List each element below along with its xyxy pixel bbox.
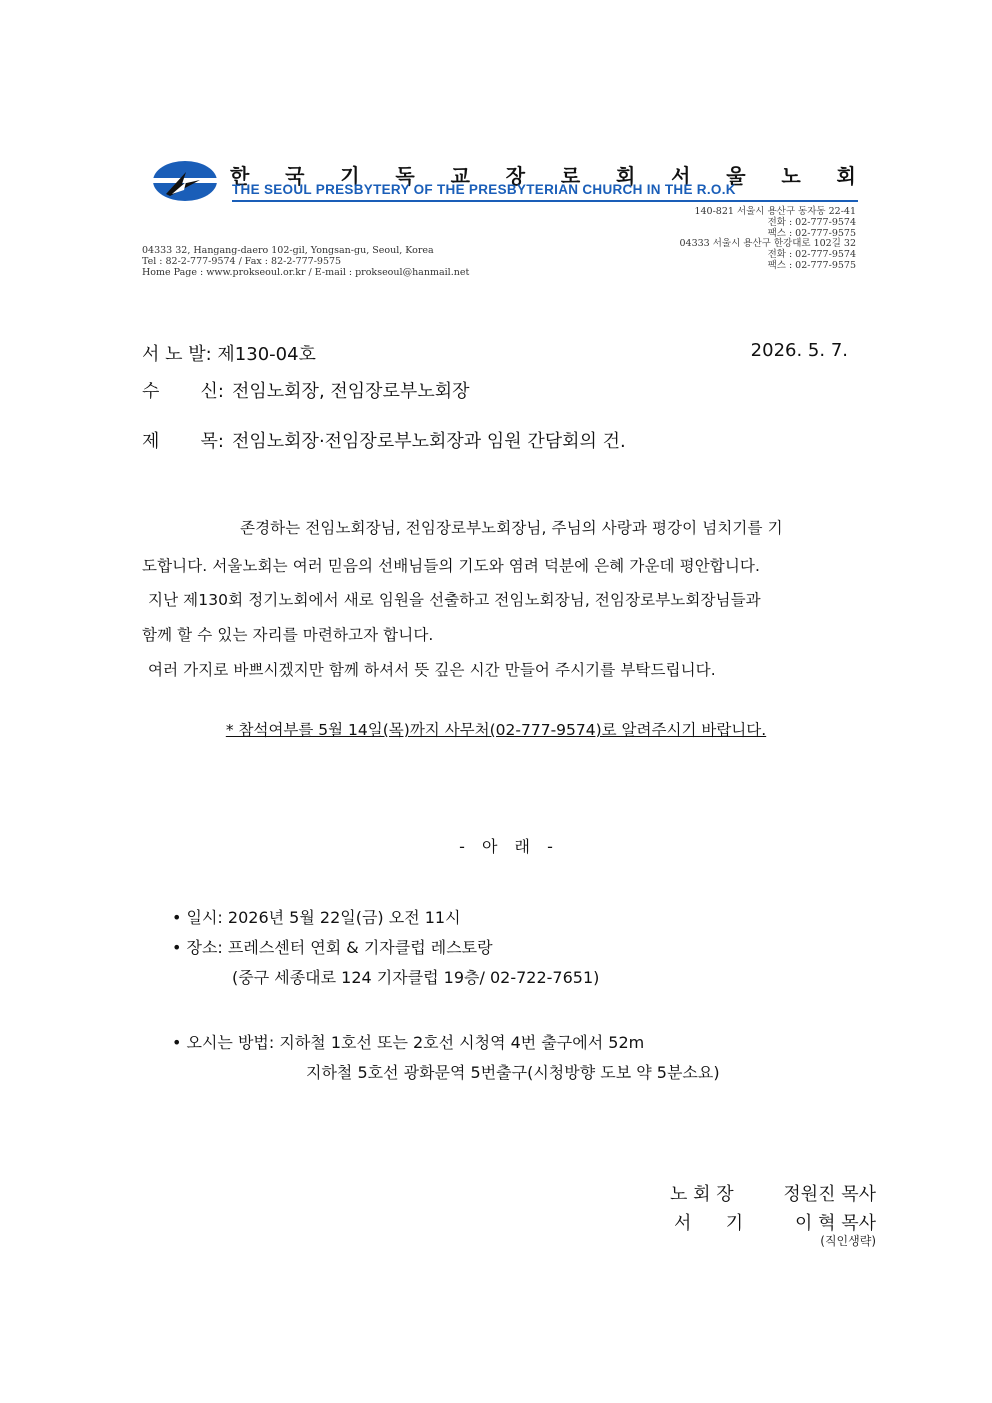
org-char: 기: [340, 164, 360, 188]
homepage-email-line: Home Page : www.prokseoul.or.kr / E-mail : prokseoul@hanmail.net: [142, 267, 470, 278]
address-block-new: [680, 238, 857, 271]
event-place-detail: (중구 세종대로 124 기자클럽 19층/ 02-722-7651): [232, 968, 600, 987]
english-address-block: [142, 245, 469, 278]
letterhead-rule: [232, 200, 858, 202]
organization-english-name: THE SEOUL PRESBYTERY OF THE PRESBYTERIAN CHURCH IN THE R.O.K: [232, 182, 736, 197]
directions-line: • 오시는 방법: 지하철 1호선 또는 2호선 시청역 4번 출구에서 52m: [172, 1033, 645, 1052]
signature-president: [670, 1180, 876, 1206]
signature-name: 이 혁 목사: [795, 1213, 876, 1234]
address-line: 04333 서울시 용산구 한강대로 102길 32: [679, 238, 856, 249]
org-char: 회: [836, 164, 856, 188]
subject-label-part: 제: [142, 431, 160, 452]
signature-title: 노 회 장: [670, 1184, 734, 1205]
fax-line: 팩스 : 02-777-9575: [767, 228, 856, 239]
body-line: 함께 할 수 있는 자리를 마련하고자 합니다.: [142, 626, 434, 644]
recipient-label-part: 신:: [200, 381, 224, 402]
document-date: 2026. 5. 7.: [750, 340, 848, 361]
body-line: 지난 제130회 정기노회에서 새로 임원을 선출하고 전임노회장님, 전임장로부노회장님들과: [148, 591, 761, 609]
org-char: 한: [230, 164, 250, 188]
org-char: 회: [615, 164, 636, 188]
signature-title: 서 기: [674, 1213, 744, 1234]
org-char: 서: [671, 164, 691, 188]
subject-value: 전임노회장·전임장로부노회장과 임원 간담회의 건.: [232, 431, 626, 452]
event-place: • 장소: 프레스센터 연회 & 기자클럽 레스토랑: [172, 938, 493, 957]
tel-fax-line: Tel : 82-2-777-9574 / Fax : 82-2-777-9575: [142, 256, 342, 267]
phone-line: 전화 : 02-777-9574: [767, 249, 856, 260]
org-char: 독: [395, 164, 415, 188]
body-line: 여러 가지로 바쁘시겠지만 함께 하셔서 뜻 깊은 시간 만들어 주시기를 부탁드립니다.: [148, 661, 716, 679]
org-char: 울: [726, 164, 746, 188]
subject-row: [142, 427, 626, 453]
recipient-label: [142, 377, 224, 403]
org-char: 로: [560, 164, 581, 188]
recipient-row: [142, 377, 470, 403]
address-block-old: [694, 206, 856, 239]
fax-line: 팩스 : 02-777-9575: [767, 260, 856, 271]
org-char: 교: [450, 164, 470, 188]
body-line: 존경하는 전임노회장님, 전임장로부노회장님, 주님의 사랑과 평강이 넘치기를 기: [240, 519, 783, 537]
body-line: 도합니다. 서울노회는 여러 믿음의 선배님들의 기도와 염려 덕분에 은혜 가운데 평안합니다.: [142, 557, 761, 575]
directions-line: 지하철 5호선 광화문역 5번출구(시청방향 도보 약 5분소요): [306, 1063, 720, 1082]
seal-omitted-note: (직인생략): [820, 1234, 876, 1248]
org-char: 노: [781, 164, 801, 188]
recipient-value: 전임노회장, 전임장로부노회장: [232, 381, 470, 402]
event-date: • 일시: 2026년 5월 22일(금) 오전 11시: [172, 908, 461, 927]
recipient-label-part: 수: [142, 381, 160, 402]
signature-name: 정원진 목사: [783, 1184, 876, 1205]
subject-label: [142, 427, 224, 453]
org-char: 국: [285, 164, 305, 188]
details-heading: - 아 래 -: [459, 837, 559, 856]
address-line: 140-821 서울시 용산구 동자동 22-41: [694, 206, 856, 217]
phone-line: 전화 : 02-777-9574: [767, 217, 856, 228]
english-address-line: 04333 32, Hangang-daero 102-gil, Yongsan-gu, Seoul, Korea: [142, 245, 434, 256]
document-number-row: [142, 340, 316, 366]
rsvp-notice: * 참석여부를 5월 14일(목)까지 사무처(02-777-9574)로 알려주시기 바랍니다.: [225, 721, 767, 739]
org-char: 장: [505, 164, 526, 188]
document-number-value: 제130-04호: [217, 344, 316, 365]
presbytery-logo-icon: [152, 160, 218, 202]
subject-label-part: 목:: [200, 431, 224, 452]
document-number-label: 서 노 발:: [142, 344, 212, 365]
